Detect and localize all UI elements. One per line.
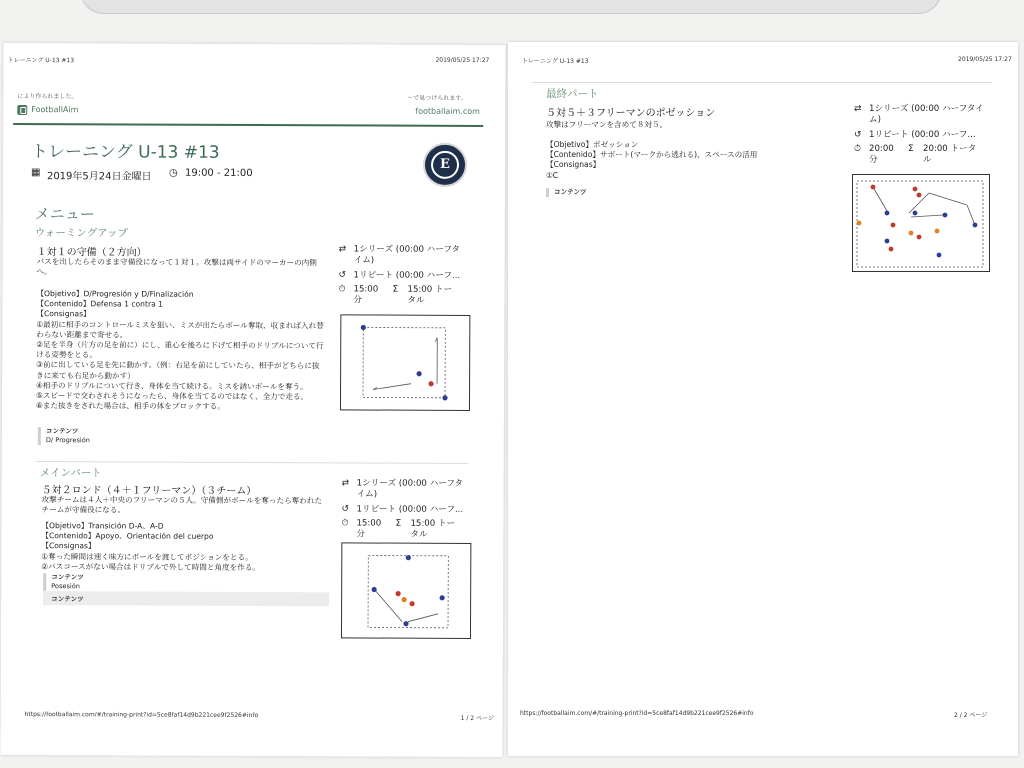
print-page-2 bbox=[508, 42, 1018, 756]
sigma-icon: Σ bbox=[392, 284, 399, 295]
training-title: トレーニング U-13 #13 bbox=[31, 142, 220, 163]
drill2-line: 【Contenido】Apoyo、Orientación del cuerpo bbox=[41, 531, 214, 542]
sigma-icon: Σ bbox=[395, 518, 402, 529]
drill1-title: １対１の守備（２方向） bbox=[36, 247, 147, 259]
drill3-details bbox=[546, 140, 826, 181]
drill1-series: ⇄ 1シリーズ (00:00 ハーフタイム) bbox=[338, 244, 461, 266]
menu-heading: メニュー bbox=[34, 205, 95, 224]
drill2-content-label: コンテンツ bbox=[51, 573, 84, 582]
section-main: メインパート bbox=[39, 467, 102, 480]
section-divider bbox=[532, 82, 992, 83]
drill1-diagram bbox=[340, 314, 470, 411]
stopwatch-icon: ⏱ bbox=[341, 518, 349, 529]
drill2-content-box-2 bbox=[43, 591, 329, 606]
drill1-line: 【Contenido】Defensa 1 contra 1 bbox=[36, 299, 164, 309]
page-header-date: 2019/05/25 17:27 bbox=[958, 56, 1012, 63]
drill3-content-box bbox=[546, 188, 587, 197]
drill1-content-value: D/ Progresión bbox=[45, 436, 90, 445]
drill1-details bbox=[36, 289, 325, 413]
drill2-diagram bbox=[341, 542, 471, 639]
drill1-repeat: ↺ 1リピート (00:00 ハーフ... bbox=[338, 270, 461, 281]
drill1-line: ③前に出している足を先に動かす。（例：右足を前にしていたら、相手がどちらに抜きに来ても右足から動かす） bbox=[36, 360, 320, 381]
footballaim-logo-icon bbox=[17, 105, 27, 115]
drill2-title: ５対２ロンド（４＋１フリーマン）（３チーム） bbox=[41, 485, 257, 498]
repeat-icon: ⇄ bbox=[341, 478, 350, 489]
drill1-line: ⑥また抜きをされた場合は、相手の体をブロックする。 bbox=[35, 401, 225, 412]
drill3-line: 【Contenido】サポート(マークから逃れる)、スペースの活用 bbox=[546, 150, 758, 160]
drill1-content-box bbox=[38, 427, 90, 445]
drill2-content-value: Posesión bbox=[51, 582, 80, 591]
drill1-total: Σ 15:00 トータル bbox=[392, 284, 453, 306]
site-link[interactable]: footballaim.com bbox=[415, 106, 480, 116]
repeat-icon: ⇄ bbox=[854, 104, 862, 114]
drill2-content-label-2: コンテンツ bbox=[51, 595, 84, 604]
undo-icon: ↺ bbox=[338, 270, 347, 281]
drill3-line: 【Objetivo】ポゼッション bbox=[546, 140, 639, 149]
drill3-repeat: ↺ 1リピート (00:00 ハーフ... bbox=[854, 130, 976, 140]
club-crest-logo: E bbox=[423, 143, 467, 187]
drill2-line: ②パスコースがない場合はドリブルで外して時間と角度を作る。 bbox=[41, 561, 261, 572]
stopwatch-icon: ⏱ bbox=[338, 284, 346, 295]
page-header-date: 2019/05/25 17:27 bbox=[435, 56, 490, 65]
stopwatch-icon: ⏱ bbox=[854, 144, 862, 154]
training-time: 19:00 - 21:00 bbox=[184, 167, 253, 179]
header-rule bbox=[13, 123, 483, 127]
drill2-line: ①奪った瞬間は速く味方にボールを渡してポジションをとる。 bbox=[41, 551, 253, 562]
drill3-line: 【Consignas】 bbox=[546, 160, 601, 170]
drill2-description: 攻撃チームは４人＋中央のフリーマンの５人。守備側がボールを奪ったら奪われたチームが守備役になる。 bbox=[41, 495, 323, 515]
page1-footer-page: 1 / 2 ページ bbox=[460, 714, 494, 723]
drill3-diagram bbox=[852, 174, 990, 272]
page2-footer-page: 2 / 2 ページ bbox=[954, 712, 988, 719]
section-final: 最終パート bbox=[546, 88, 599, 100]
found-at-label: 〜で見つけられます。 bbox=[407, 94, 467, 102]
drill2-content-box bbox=[43, 573, 84, 591]
calendar-icon: ▦ bbox=[30, 167, 41, 179]
repeat-icon: ⇄ bbox=[338, 244, 347, 255]
drill1-line: ①最初に相手のコントロールミスを狙い、ミスが出たらボール奪取、収まれば入れ替わらない距離まで寄せる。 bbox=[36, 319, 324, 340]
drill2-duration: ⏱ 15:00 分 bbox=[341, 518, 382, 540]
drill3-description: 攻撃はフリーマンを含めて８対５。 bbox=[546, 120, 668, 129]
drill3-total: Σ 20:00 トータル bbox=[908, 144, 977, 165]
page2-footer-url[interactable]: https://footballaim.com/#/training-print?id=5ce8faf14d9b221cee9f2526#info bbox=[520, 710, 754, 717]
section-warmup: ウォーミングアップ bbox=[34, 227, 128, 240]
print-page-1 bbox=[0, 43, 505, 757]
page-header-title: トレーニング U-13 #13 bbox=[7, 56, 75, 65]
drill1-line: 【Consignas】 bbox=[36, 309, 91, 319]
drill3-series: ⇄ 1シリーズ (00:00 ハーフタイム) bbox=[854, 104, 984, 125]
drill1-duration: ⏱ 15:00 分 bbox=[338, 284, 379, 306]
page1-footer-url[interactable]: https://footballaim.com/#/training-print?id=5ce8faf14d9b221cee9f2526#info bbox=[24, 711, 259, 720]
drill1-line: ⑤スピードで交わされそうになったら、身体を当てるのではなく、全力で走る。 bbox=[35, 391, 309, 402]
created-by-label: により作られました。 bbox=[17, 92, 78, 101]
drill2-series: ⇄ 1シリーズ (00:00 ハーフタイム) bbox=[341, 478, 464, 500]
clock-icon: ◷ bbox=[168, 167, 178, 179]
drill2-line: 【Consignas】 bbox=[41, 541, 96, 551]
drill1-description: パスを出したらそのまま守備役になって１対１。攻撃は両サイドのマーカーの内側へ。 bbox=[36, 257, 317, 277]
drill2-line: 【Objetivo】Transición D-A、A-D bbox=[41, 521, 164, 531]
drill1-line: 【Objetivo】D/Progresión y D/Finalización bbox=[36, 289, 194, 299]
drill1-content-label: コンテンツ bbox=[45, 427, 79, 436]
drill3-title: ５対５＋３フリーマンのポゼッション bbox=[546, 108, 716, 119]
training-date: 2019年5月24日金曜日 bbox=[46, 171, 152, 183]
drill2-total: Σ 15:00 トータル bbox=[395, 518, 456, 540]
sigma-icon: Σ bbox=[908, 144, 914, 154]
drill2-repeat: ↺ 1リピート (00:00 ハーフ... bbox=[341, 504, 464, 515]
page-header-title: トレーニング U-13 #13 bbox=[522, 58, 589, 65]
drill3-line: ①C bbox=[546, 170, 559, 180]
brand-name: FootballAim bbox=[31, 105, 79, 115]
drill3-content-label: コンテンツ bbox=[554, 188, 587, 196]
undo-icon: ↺ bbox=[341, 504, 350, 515]
clipboard-clip bbox=[80, 0, 942, 14]
drill1-line: ②足を半身（片方の足を前に）にし、重心を後ろに下げて相手のドリブルについて行ける姿勢をとる。 bbox=[36, 340, 324, 360]
undo-icon: ↺ bbox=[854, 130, 862, 140]
drill2-details bbox=[41, 521, 325, 573]
drill1-line: ④相手のドリブルについて行き、身体を当て続ける。ミスを誘いボールを奪う。 bbox=[36, 380, 308, 392]
drill3-duration: ⏱ 20:00 分 bbox=[854, 144, 894, 165]
section-divider bbox=[36, 461, 468, 464]
